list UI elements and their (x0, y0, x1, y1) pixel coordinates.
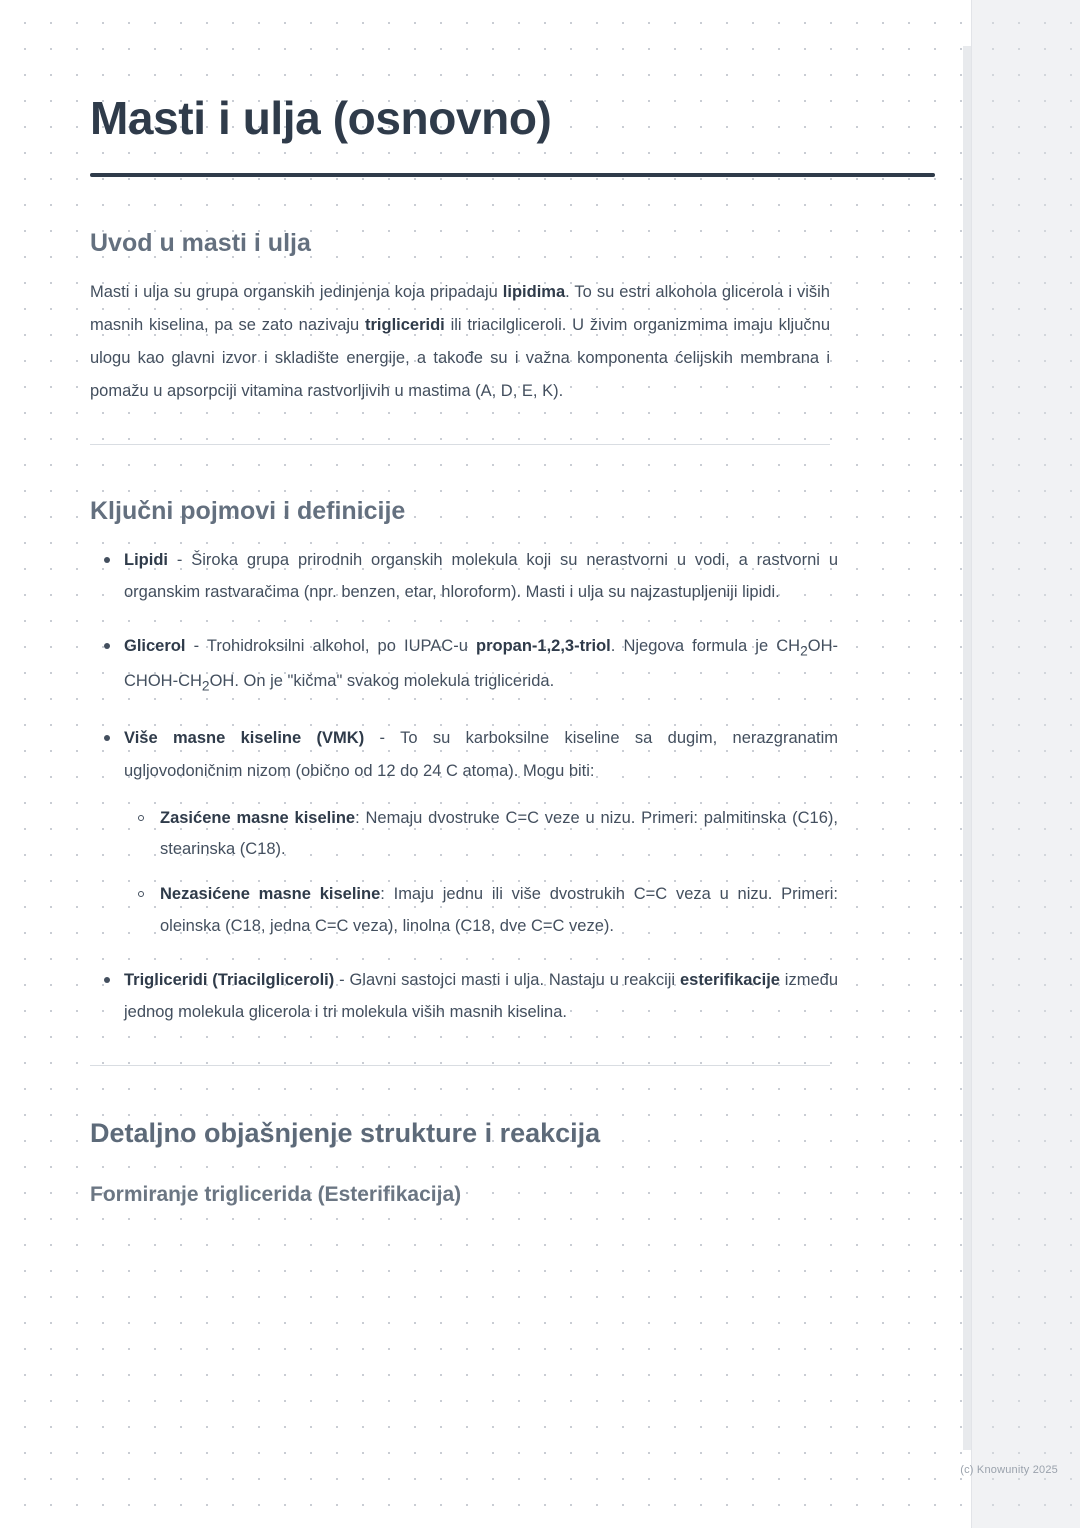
section-heading-uvod: Uvod u masti i ulja (90, 228, 311, 257)
page-gutter (971, 0, 1080, 1528)
list-item-text: Lipidi - Široka grupa prirodnih organskih molekula koji su nerastvorni u vodi, a rastvorni u organskim rastvaračima (npr. benzen, etar, hloroform). Masti i ulja su najzastupljeniji lipidi. (124, 550, 838, 602)
list-item-text: Glicerol - Trohidroksilni alkohol, po IUPAC-u propan-1,2,3-triol. Njegova formula je $CH_2OH-CHOH-CH_2OH$. On je "kičma" svakog molekula triglicerida. (124, 637, 838, 694)
sublist-item (124, 803, 838, 866)
list-item-text: Trigliceridi (Triacilgliceroli) - Glavni sastojci masti i ulja. Nastaju u reakciji esterifikacije između jednog molekula glicerola i tri molekula viših masnih kiselina. (124, 971, 839, 1022)
page-title: Masti i ulja (osnovno) (90, 92, 552, 144)
fatty-acid-sublist (124, 803, 838, 942)
list-item (90, 722, 838, 942)
list-item (90, 630, 838, 700)
sublist-item-text: Zasićene masne kiseline: Nemaju dvostruke C=C veze u nizu. Primeri: palmitinska (C16), stearinska (C18). (160, 808, 838, 859)
section-divider-2 (90, 1065, 830, 1066)
section-heading-pojmovi: Ključni pojmovi i definicije (90, 496, 406, 525)
list-item (90, 964, 838, 1028)
sublist-item-text: Nezasićene masne kiseline: Imaju jednu ili više dvostrukih C=C veza u nizu. Primeri: oleinska (C18, jedna C=C veza), linolna (C18, dve C=C veze). (160, 885, 838, 935)
document-content (90, 0, 838, 1207)
subsection-heading-esterifikacija: Formiranje triglicerida (Esterifikacija) (90, 1182, 462, 1206)
key-terms-list (90, 544, 838, 1029)
section-divider-1 (90, 444, 830, 445)
title-divider (90, 173, 935, 177)
section-heading-detaljno: Detaljno objašnjenje strukture i reakcija (90, 1117, 601, 1148)
sublist-item (124, 879, 838, 942)
list-item-text: Više masne kiseline (VMK) - To su karboksilne kiseline sa dugim, nerazgranatim ugljovodoničnim nizom (obično od 12 do 24 C atoma). Mogu biti: (124, 729, 838, 780)
list-item (90, 544, 838, 608)
intro-paragraph: Masti i ulja su grupa organskih jedinjenja koja pripadaju lipidima. To su estri alkohola glicerola i viših masnih kiselina, pa se zato nazivaju trigliceridi ili triacilgliceroli. U živim organizmima imaju ključnu ulogu kao glavni izvor i skladište energije, a takođe su i važna komponenta ćelijskih membrana i pomažu u apsorpciji vitamina rastvorljivih u mastima (A, D, E, K). (90, 282, 831, 400)
copyright-note: (c) Knowunity 2025 (960, 1464, 1058, 1476)
